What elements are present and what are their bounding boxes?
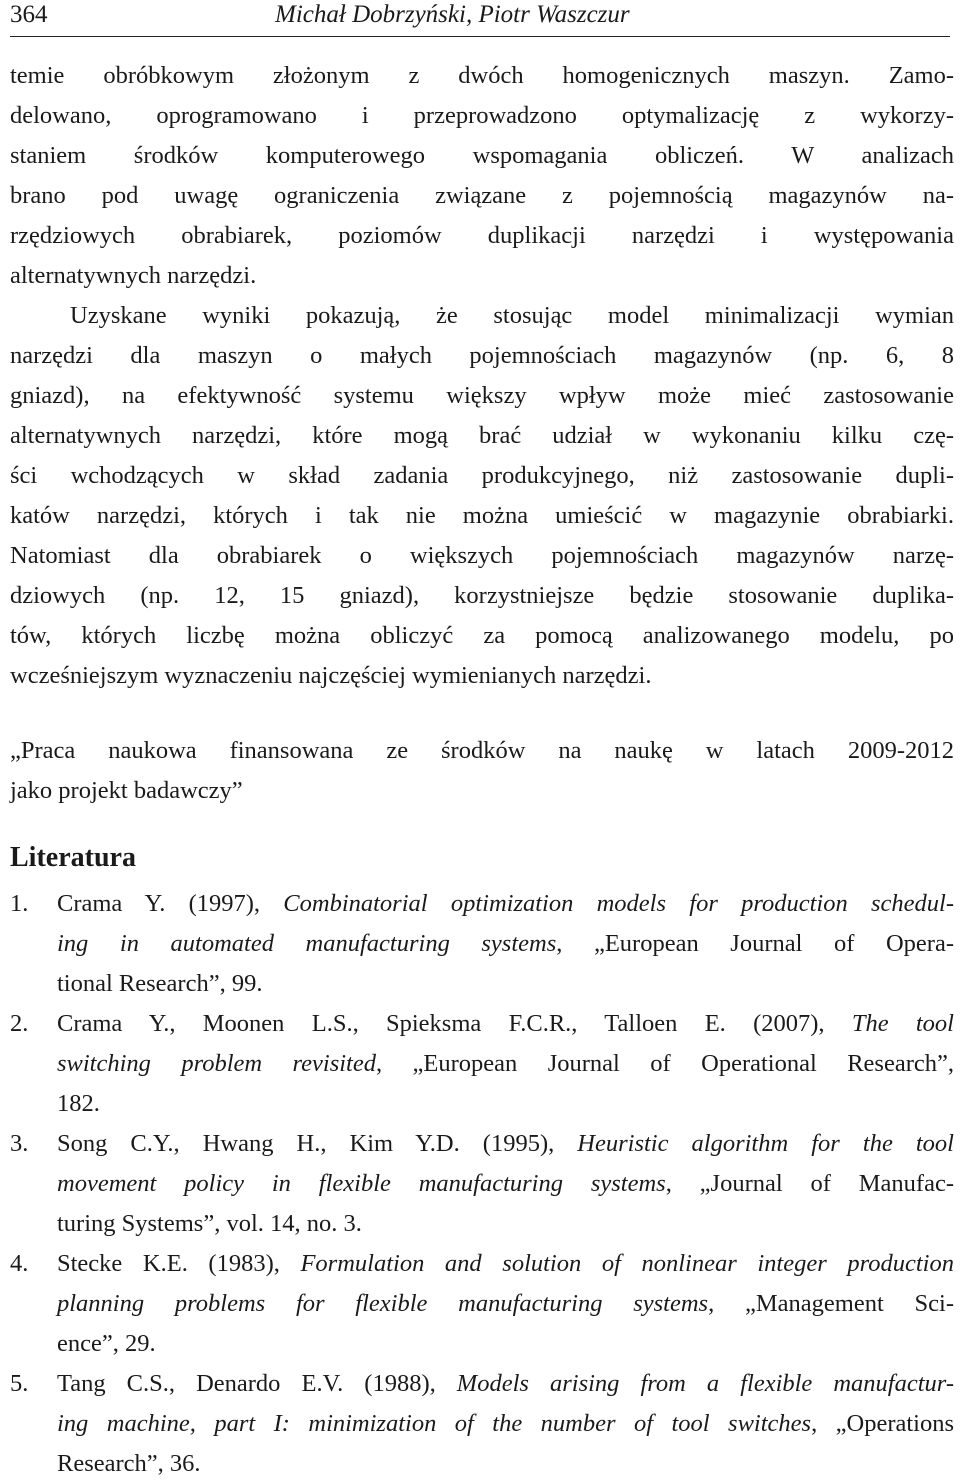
reference-number: 4. xyxy=(10,1250,29,1277)
body-line: alternatywnych narzędzi, które mogą brać udział w wykonaniu kilku czę- xyxy=(10,422,954,449)
reference-line xyxy=(57,924,954,964)
reference-text: , „Journal of Manufac- xyxy=(665,1170,954,1197)
reference-title-text: Formulation and solution of nonlinear integer production xyxy=(300,1250,954,1277)
reference-text: Stecke K.E. (1983), xyxy=(57,1250,301,1277)
body-line: temie obróbkowym złożonym z dwóch homogenicznych maszyn. Zamo- xyxy=(10,62,954,89)
reference-title-text: switching problem revisited xyxy=(57,1050,376,1077)
reference-text: Research”, 36. xyxy=(57,1450,201,1477)
reference-text: Crama Y., Moonen L.S., Spieksma F.C.R., Talloen E. (2007), xyxy=(57,1010,852,1037)
reference-line xyxy=(57,1084,954,1124)
reference-text: Song C.Y., Hwang H., Kim Y.D. (1995), xyxy=(57,1130,578,1157)
reference-text: ence”, 29. xyxy=(57,1330,156,1357)
body-line: katów narzędzi, których i tak nie można umieścić w magazynie obrabiarki. xyxy=(10,502,954,529)
funding-line: jako projekt badawczy” xyxy=(10,777,243,804)
reference-title-text: planning problems for flexible manufacturing systems xyxy=(57,1290,709,1317)
reference-line xyxy=(57,1284,954,1324)
body-line: tów, których liczbę można obliczyć za pomocą analizowanego modelu, po xyxy=(10,622,954,649)
literature-heading: Literatura xyxy=(10,842,136,873)
reference-list xyxy=(10,884,954,1484)
body-line: gniazd), na efektywność systemu większy wpływ może mieć zastosowanie xyxy=(10,382,954,409)
reference-line xyxy=(57,1324,954,1364)
body-paragraphs xyxy=(10,56,954,696)
reference-title-text: ing in automated manufacturing systems xyxy=(57,930,557,957)
reference-line xyxy=(57,1044,954,1084)
body-line: alternatywnych narzędzi. xyxy=(10,262,257,289)
reference-text: , „European Journal of Opera- xyxy=(556,930,954,957)
reference-text: , „Management Sci- xyxy=(708,1290,954,1317)
reference-line xyxy=(57,1444,954,1484)
reference-number: 1. xyxy=(10,890,29,917)
reference-title-text: ing machine, part I: minimization of the number of tool switches xyxy=(57,1410,812,1437)
reference-line xyxy=(57,1364,954,1404)
page-number: 364 xyxy=(10,1,48,28)
body-line: delowano, oprogramowano i przeprowadzono optymalizację z wykorzy- xyxy=(10,102,954,129)
reference-line xyxy=(57,1404,954,1444)
reference-text: Crama Y. (1997), xyxy=(57,890,284,917)
reference-line xyxy=(57,884,954,924)
reference-title-text: The tool xyxy=(851,1010,954,1037)
reference-line xyxy=(57,1204,954,1244)
reference-text: , „Operations xyxy=(811,1410,955,1437)
reference-title-text: movement policy in flexible manufacturing systems xyxy=(57,1170,666,1197)
reference-line xyxy=(57,1244,954,1284)
body-line: staniem środków komputerowego wspomagania obliczeń. W analizach xyxy=(10,142,954,169)
body-line: narzędzi dla maszyn o małych pojemnościach magazynów (np. 6, 8 xyxy=(10,342,954,369)
reference-text: , „European Journal of Operational Research”, xyxy=(376,1050,954,1077)
body-line: Uzyskane wyniki pokazują, że stosując model minimalizacji wymian xyxy=(70,302,954,329)
running-head-authors: Michał Dobrzyński, Piotr Waszczur xyxy=(275,1,630,28)
reference-item xyxy=(10,1124,954,1244)
body-line: Natomiast dla obrabiarek o większych pojemnościach magazynów narzę- xyxy=(10,542,954,569)
reference-item xyxy=(10,1004,954,1124)
body-line: brano pod uwagę ograniczenia związane z pojemnością magazynów na- xyxy=(10,182,954,209)
reference-item xyxy=(10,1244,954,1364)
reference-text: 182. xyxy=(57,1090,100,1117)
reference-line xyxy=(57,1124,954,1164)
reference-text: tional Research”, 99. xyxy=(57,970,263,997)
body-line: dziowych (np. 12, 15 gniazd), korzystniejsze będzie stosowanie duplika- xyxy=(10,582,954,609)
funding-note xyxy=(10,731,954,811)
funding-line: „Praca naukowa finansowana ze środków na naukę w latach 2009-2012 xyxy=(10,737,954,764)
reference-title-text: Models arising from a flexible manufactur- xyxy=(456,1370,954,1397)
body-line: ści wchodzących w skład zadania produkcyjnego, niż zastosowanie dupli- xyxy=(10,462,954,489)
body-line: rzędziowych obrabiarek, poziomów duplikacji narzędzi i występowania xyxy=(10,222,954,249)
page-header xyxy=(10,0,950,37)
reference-line xyxy=(57,1164,954,1204)
reference-item xyxy=(10,884,954,1004)
reference-number: 3. xyxy=(10,1130,29,1157)
reference-title-text: Heuristic algorithm for the tool xyxy=(577,1130,954,1157)
reference-text: Tang C.S., Denardo E.V. (1988), xyxy=(57,1370,457,1397)
body-line: wcześniejszym wyznaczeniu najczęściej wymienianych narzędzi. xyxy=(10,662,652,689)
reference-item xyxy=(10,1364,954,1484)
reference-text: turing Systems”, vol. 14, no. 3. xyxy=(57,1210,362,1237)
reference-number: 5. xyxy=(10,1370,29,1397)
reference-line xyxy=(57,964,954,1004)
reference-number: 2. xyxy=(10,1010,29,1037)
reference-line xyxy=(57,1004,954,1044)
reference-title-text: Combinatorial optimization models for production schedul- xyxy=(283,890,955,917)
